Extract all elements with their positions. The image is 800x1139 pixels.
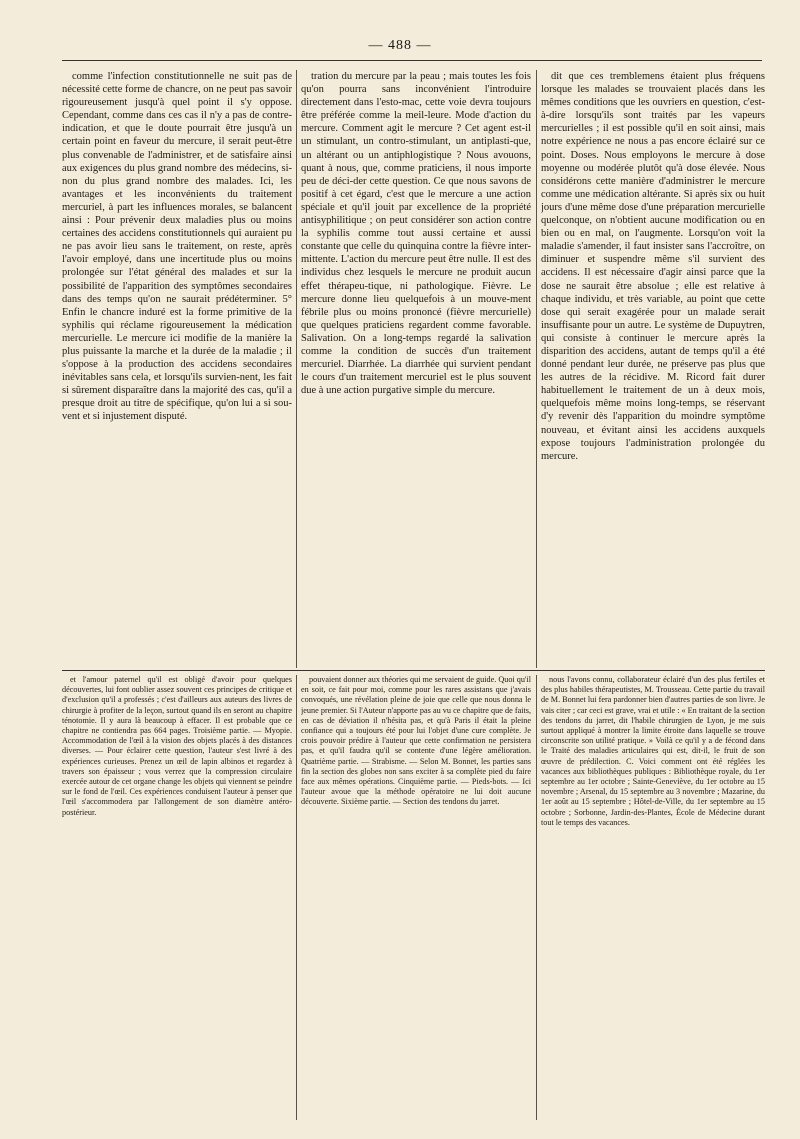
column-divider [296, 70, 297, 668]
column-text: et l'amour paternel qu'il est obligé d'avoir pour quelques découvertes, lui font oublier assez souvent ces principes de critique et d'exclusion qu'il a professés ; c'est d'ailleurs aux auteurs des livres de chirurgie à profiter de la leçon, surtout quand ils en seront au chapitre ténotomie. Il y aura là beaucoup à effacer. Il est probable que ce chapitre ne contiendra pas 664 pages. Troisième partie. — Myopie. Accommodation de l'œil à la vision des objets placés à des distances diverses. — Pour éclairer cette question, l'auteur s'est livré à des expériences curieuses. Prenez un œil de lapin albinos et regardez à travers son épaisseur ; vous verrez que la compression circulaire exercée autour de cet organe change les objets qui viennent se peindre sur le fond de l'œil. Ces expériences conduisent l'auteur à penser que l'œil s'accommodera par l'allongement de son diamètre antéro-postérieur. [62, 675, 292, 817]
top-column-3 [541, 70, 765, 668]
header-rule [62, 60, 762, 61]
column-text: pouvaient donner aux théories qui me servaient de guide. Quoi qu'il en soit, ce fait pour moi, comme pour les rares assistans que j'avais convoqués, une révélation pleine de joie que celle que nous donna le jeune premier. Si l'Auteur n'apporte pas au vu ce chapitre que de faits, en cas de déviation il n'hésita pas, et qu'à Paris il était la pleine confiance qui a toujours été pour lui l'objet d'une cure complète. Je crois pouvoir prédire à l'auteur que cette confirmation ne persistera pas, et qu'il faudra qu'il se contente d'une légère amélioration. Quatrième partie. — Strabisme. — Selon M. Bonnet, les parties sans fin la section des globes non sans exciter à sa complète pied du faire face aux mêmes opérations. Cinquième partie. — Pieds-bots. — Ici l'auteur avoue que la méthode opératoire ne lui doit aucune découverte. Sixième partie. — Section des tendons du jarret. [301, 675, 531, 807]
column-divider [296, 675, 297, 1120]
bottom-column-3 [541, 675, 765, 1120]
bottom-column-1 [62, 675, 292, 1120]
column-text: dit que ces tremblemens étaient plus fréquens lorsque les malades se trouvaient placés dans les mêmes conditions que les ouvriers en question, c'est-à-dire lorsqu'ils sont traités par les vapeurs mercurielles ; il est possible qu'il en soit ainsi, mais notre expérience ne nous a pas encore éclairé sur ce point. Doses. Nous employons le mercure à dose moyenne ou modérée plutôt qu'à dose élevée. Nous considérons cette manière d'administrer le mercure comme une médication altérante. Si après six ou huit jours d'une même dose d'une préparation mercurielle quelconque, on n'obtient aucune modification ou en bien ou en mal, on l'augmente. Lorsqu'on voit la maladie s'amender, il faut insister sans l'accroître, on diminuer et suspendre même s'il survient des accidens. Il est nécessaire d'agir ainsi parce que la dose ne saurait être absolue ; elle est relative à chaque individu, et très variable, au point que cette dose qui serait exagérée pour un malade serait insuffisante pour un autre. Le système de Dupuytren, qui consiste à continuer le mercure après la disparition des accidens, autant de temps qu'il a été donné pendant leur durée, ne préserve pas plus que les autres de la récidive. M. Ricord fait durer habituellement le traitement de un à deux mois, quelquefois même moins long-temps, se réservant d'y revenir dès l'apparition du moindre symptôme nouveau, et évitant ainsi les accidens auxquels expose toujours l'administration prolongée du mercure. [541, 71, 765, 462]
column-divider [536, 70, 537, 668]
column-divider [536, 675, 537, 1120]
column-text: tration du mercure par la peau ; mais toutes les fois qu'on pourra sans inconvénient l'introduire directement dans l'esto-mac, cette voie devra toujours être préférée comme la meil-leure. Mode d'action du mercure. Comment agit le mercure ? Cet agent est-il un stimulant, un contro-stimulant, un antiplasti-que, un altérant ou un antiphlogistique ? Nous avouons, quant à nous, que, comme praticiens, il nous importe peu de déci-der cette question. Ce que nous savons de positif à cet égard, c'est que le mercure a une action spéciale et qu'il jouit par excellence de la propriété antisyphilitique ; on peut considérer son action contre la syphilis comme tout aussi certaine et aussi constante que celle du quinquina contre la fièvre inter-mittente. L'action du mercure peut être nulle. Il est des individus chez lesquels le mercure ne produit aucun effet thérapeu-tique, ni pathologique. Fièvre. Le mercure donne lieu quelquefois à un mouve-ment fébrile plus ou moins prononcé (fièvre mercurielle) que quelques praticiens regardent comme favorable. Salivation. On a long-temps regardé la salivation comme la condition de succès d'un traitement mercuriel. Diarrhée. La diarrhée qui survient pendant le cours d'un traitement mercuriel est le plus souvent due à une action purgative simple du mercure. [301, 71, 531, 397]
column-text: nous l'avons connu, collaborateur éclairé d'un des plus fertiles et des plus habiles thérapeutistes, M. Trousseau. Cette partie du travail de M. Bonnet lui fera pardonner bien d'autres parties de son livre. Je vais citer ; car ceci est grave, vrai et utile : « En traitant de la section des tendons du jarret, dit l'habile chirurgien de Lyon, je me suis surtout appliqué à montrer la limite étroite dans laquelle se trouve circonscrite son utilité pratique. » Voilà ce qu'il y a de fécond dans le Traité des maladies articulaires qui est, dit-il, le fruit de son œuvre de prédilection. C. Voici comment ont été réglées les vacances aux bibliothèques publiques : Bibliothèque royale, du 1er septembre au 1er octobre ; Sainte-Geneviève, du 1er octobre au 15 novembre ; Arsenal, du 15 septembre au 3 novembre ; Mazarine, du 1er août au 15 septembre ; Hôtel-de-Ville, du 1er septembre au 15 octobre ; Sorbonne, Jardin-des-Plantes, École de Médecine durant tout le temps des vacances. [541, 675, 765, 827]
top-column-1 [62, 70, 292, 668]
bottom-column-2 [301, 675, 531, 1120]
column-text: comme l'infection constitutionnelle ne suit pas de nécessité cette forme de chancre, on ne peut pas savoir rigoureusement jusqu'à quel point il s'y oppose. Cependant, comme dans ces cas il n'y a pas de contre-indication, et que le doute pourrait être jusqu'à un certain point en faveur du mercure, il serait peut-être plus convenable de l'administrer, et de satisfaire ainsi aux exigences du plus grand nombre des médecins, si-non du plus grand nombre des malades. Ici, les avantages et les inconvénients du traitement mercuriel, à part les influences morales, se balancent ainsi : Pour prévenir deux maladies plus ou moins certaines des accidens constitutionnels qui auraient pu ne pas avoir lieu sans le traitement, on reste, après l'avoir employé, dans une incertitude plus ou moins prolongée sur l'état général des malades et sur la possibilité de l'apparition des symptômes secondaires dans des temps qu'on ne saurait prédéterminer. 5° Enfin le chancre induré est la forme primitive de la syphilis qui réclame rigoureusement la médication mercurielle. Le mercure ici modifie de la manière la plus puissante la marche et la durée de la maladie ; il s'oppose à la production des accidens secondaires inévitables sans cela, et lorsqu'ils survien-nent, les fait si sûrement disparaître dans la majorité des cas, qu'il a presque droit au titre de spécifique, qu'on lui a si sou-vent et si injustement disputé. [62, 71, 292, 423]
page-number: — 488 — [368, 38, 432, 53]
section-divider [62, 670, 765, 671]
top-column-2 [301, 70, 531, 668]
